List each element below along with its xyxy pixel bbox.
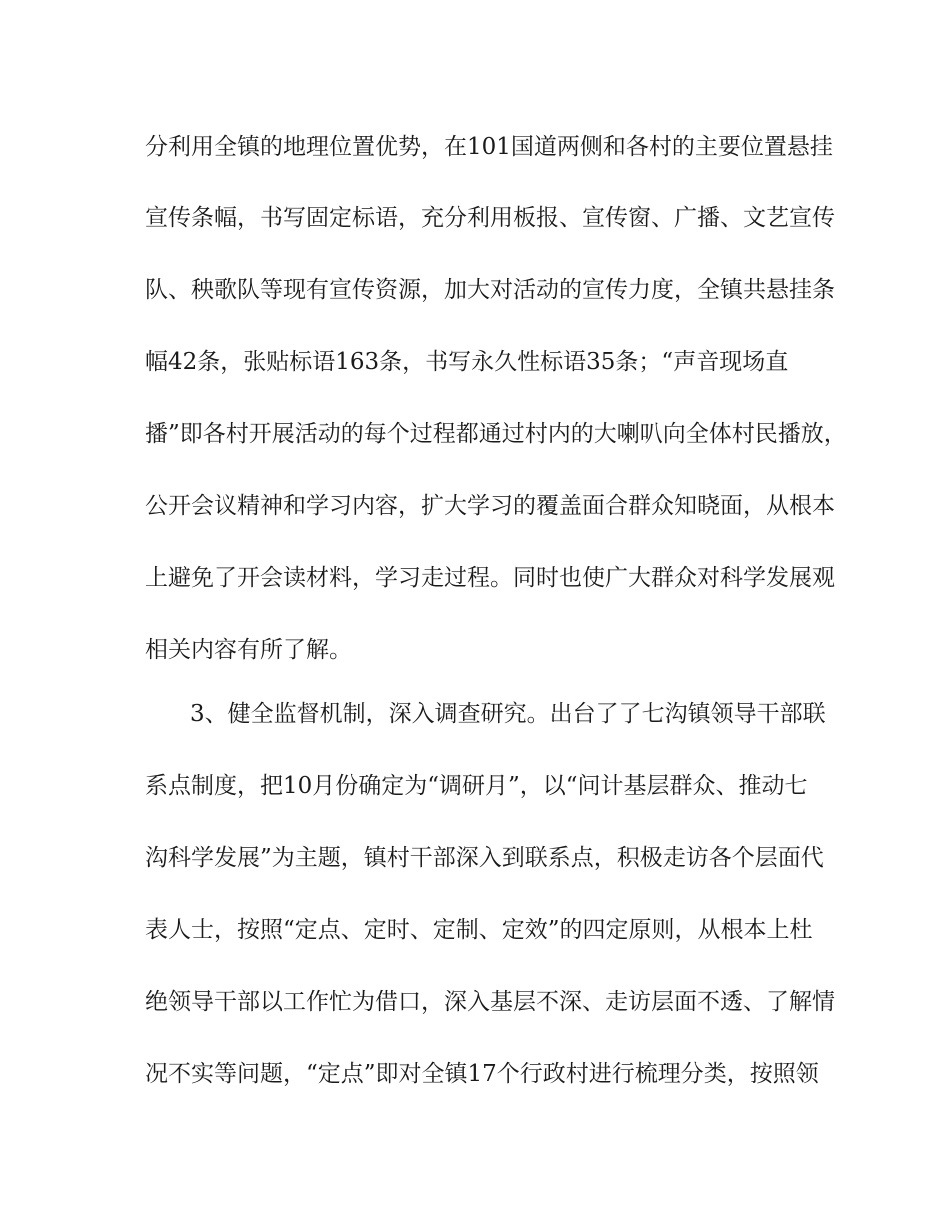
paragraph-first-line: 3、健全监督机制，深入调查研究。出台了了七沟镇领导干部联: [190, 701, 826, 727]
text-line: 宣传条幅，书写固定标语，充分利用板报、宣传窗、广播、文艺宣传: [145, 205, 835, 231]
text-line: 沟科学发展”为主题，镇村干部深入到联系点，积极走访各个层面代: [145, 845, 824, 871]
text-line: 上避免了开会读材料，学习走过程。同时也使广大群众对科学发展观: [145, 565, 835, 591]
text-line: 表人士，按照“定点、定时、定制、定效”的四定原则，从根本上杜: [145, 917, 813, 943]
text-line: 公开会议精神和学习内容，扩大学习的覆盖面合群众知晓面，从根本: [145, 493, 835, 519]
text-line: 系点制度，把10月份确定为“调研月”，以“问计基层群众、推动七: [145, 773, 808, 799]
text-line: 分利用全镇的地理位置优势，在101国道两侧和各村的主要位置悬挂: [145, 134, 833, 160]
text-line: 队、秧歌队等现有宣传资源，加大对活动的宣传力度，全镇共悬挂条: [145, 277, 835, 303]
text-line: 绝领导干部以工作忙为借口，深入基层不深、走访层面不透、了解情: [145, 989, 835, 1015]
text-line: 播”即各村开展活动的每个过程都通过村内的大喇叭向全体村民播放，: [145, 421, 847, 447]
text-line: 幅42条，张贴标语163条，书写永久性标语35条；“声音现场直: [145, 349, 789, 375]
text-line: 相关内容有所了解。: [145, 637, 352, 663]
text-line: 况不实等问题，“定点”即对全镇17个行政村进行梳理分类，按照领: [145, 1061, 819, 1087]
